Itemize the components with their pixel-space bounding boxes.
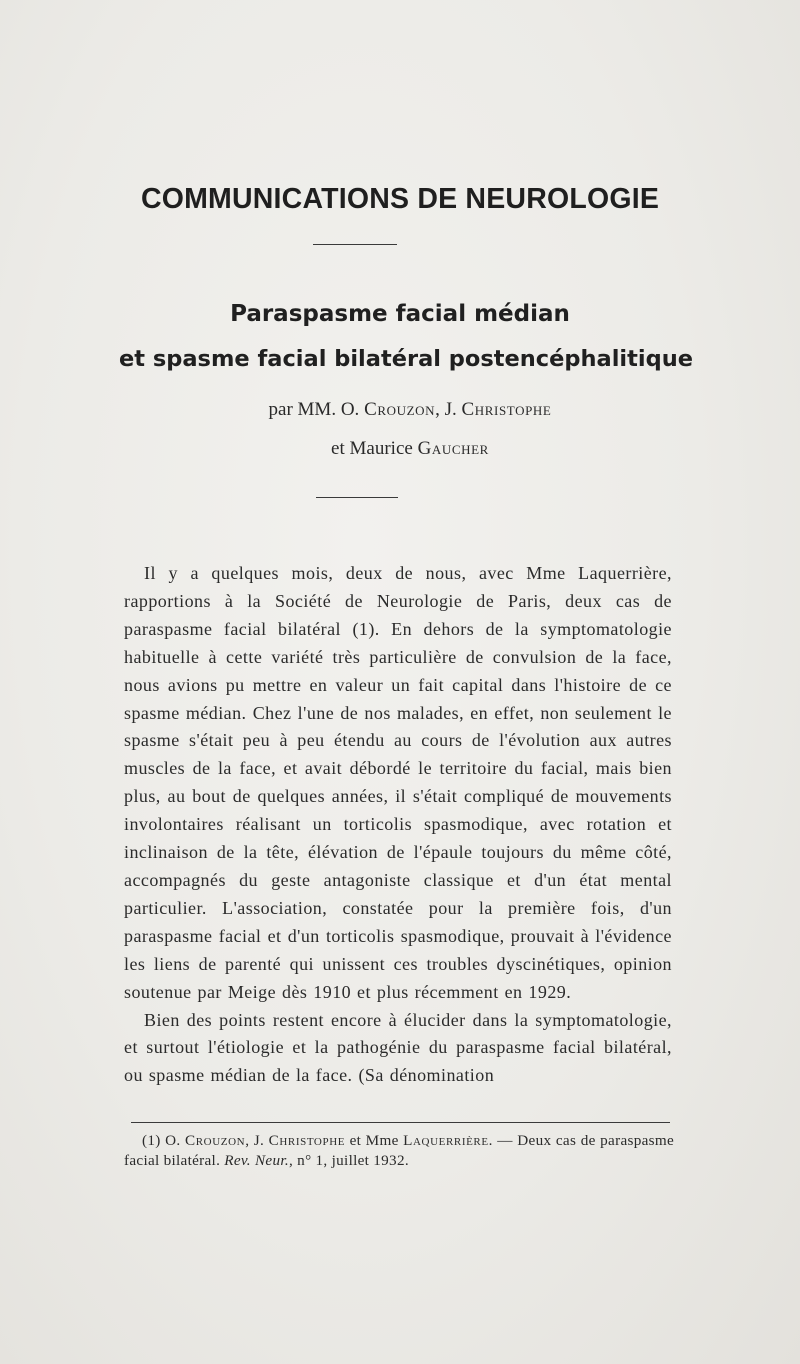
byline-prefix-2: et Maurice [331, 438, 418, 459]
byline-authors-2 [10, 438, 800, 460]
article-title-line-1: Paraspasme facial médian [230, 301, 570, 327]
article-body [124, 560, 672, 1090]
footnote-sep-1: , J. [245, 1132, 269, 1149]
footnote-marker: (1) O. [142, 1132, 186, 1149]
footnote-sep-2: et Mme [345, 1132, 404, 1149]
footnote-author-laquerriere: Laquerrière [403, 1132, 489, 1149]
section-heading: COMMUNICATIONS DE NEUROLOGIE [140, 183, 660, 215]
footnote-issue: , n° 1, juillet 1932. [288, 1152, 409, 1169]
footnote-divider [131, 1122, 670, 1123]
author-christophe: Christophe [461, 399, 552, 420]
footnote-author-crouzon: Crouzon [185, 1132, 246, 1149]
divider-top [313, 244, 397, 245]
byline-separator: , J. [435, 399, 462, 420]
author-crouzon: Crouzon [364, 399, 436, 420]
footnote-text: . — Deux cas de paraspasme facial bilatéral. [124, 1132, 674, 1169]
byline-authors [10, 399, 800, 421]
paragraph-2: Bien des points restent encore à élucider dans la symptomatologie, et surtout l'étiologie et la pathogénie du paraspasme facial bilatéral, ou spasme médian de la face. (Sa dénomination [124, 1009, 672, 1086]
footnote-author-christophe: Christophe [268, 1132, 346, 1149]
footnote [124, 1131, 674, 1171]
footnote-journal: Rev. Neur. [224, 1152, 289, 1169]
divider-middle [316, 497, 398, 498]
paragraph-1: Il y a quelques mois, deux de nous, avec Mme Laquerrière, rapportions à la Société de Neurologie de Paris, deux cas de paraspasme facial bilatéral (1). En dehors de la symptomatologie habituelle à cette variété très particulière de convulsion de la face, nous avions pu mettre en valeur un fait capital dans l'histoire de ce spasme médian. Chez l'une de nos malades, en effet, non seulement le spasme s'était peu à peu étendu au cours de l'évolution aux autres muscles de la face, et avait débordé le territoire du facial, mais bien plus, au bout de quelques années, il s'était compliqué de mouvements involontaires réalisant un torticolis spasmodique, avec rotation et inclinaison de la tête, élévation de l'épaule toujours du même côté, accompagnés du geste antagoniste classique et d'un état mental particulier. L'association, constatée pour la première fois, d'un paraspasme facial et d'un torticolis spasmodique, prouvait à l'évidence les liens de parenté qui unissent ces troubles dyscinétiques, opinion soutenue par Meige dès 1910 et plus récemment en 1929. [124, 563, 672, 1002]
byline-prefix: par MM. O. [268, 399, 365, 420]
author-gaucher: Gaucher [417, 438, 489, 459]
article-title-line-2: et spasme facial bilatéral postencéphalitique [119, 346, 693, 372]
